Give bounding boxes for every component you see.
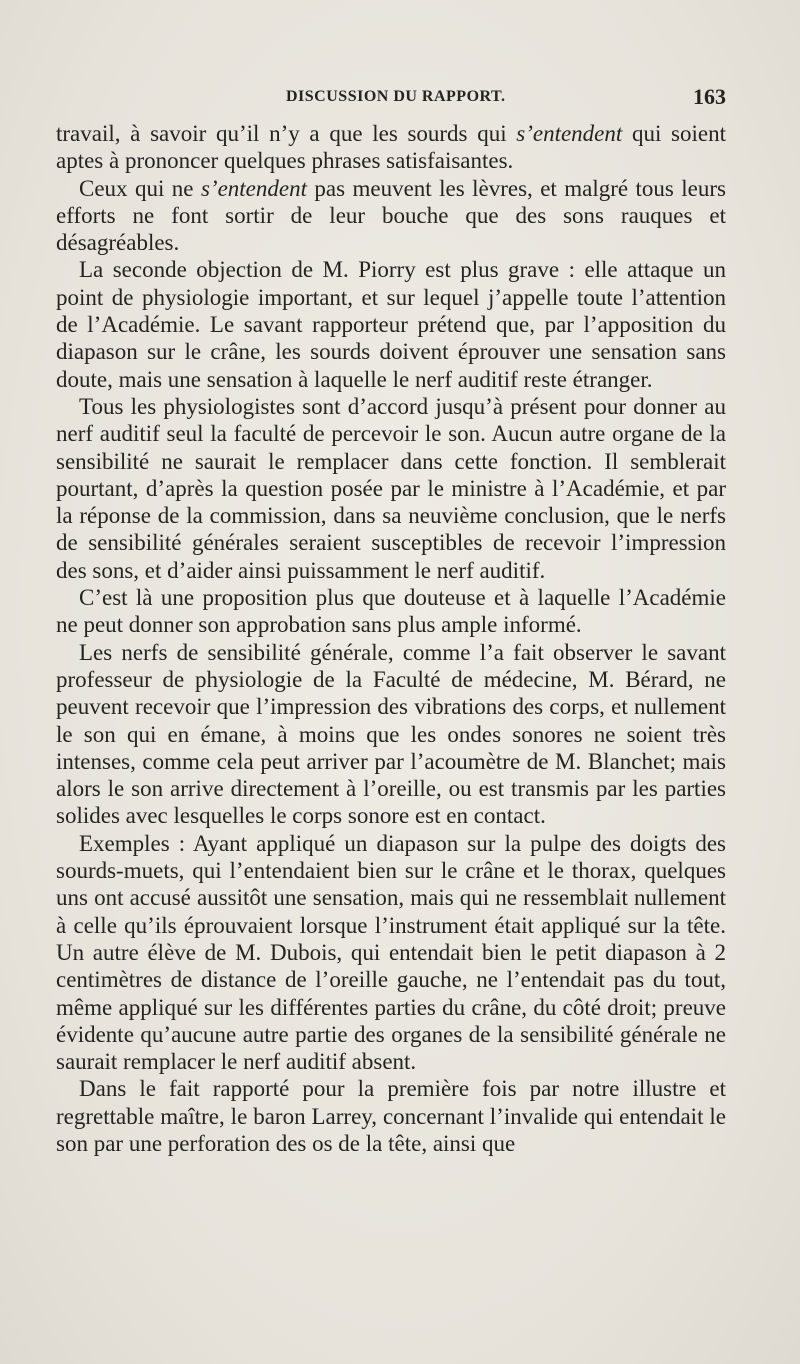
text-segment: Tous les physiologistes sont d’accord jusqu’à présent pour donner au nerf auditif seul la faculté de percevoir le son. Aucun autre organe de la sensibilité ne saurait le remplacer dans cette fonction. Il semblerait pourtant, d’après la question posée par le ministre à l’Académie, et par la réponse de la commission, dans sa neuvième conclusion, que le nerfs de sensibilité générales seraient susceptibles de recevoir l’impression des sons, et d’aider ainsi puissamment le nerf auditif. <box>56 393 726 583</box>
italic-text: s’entendent <box>516 121 623 146</box>
text-segment: Les nerfs de sensibilité générale, comme l’a fait observer le savant professeur de physiologie de la Faculté de médecine, M. Bérard, ne peuvent recevoir que l’impression des vibrations des corps, et nullement le son qui en émane, à moins que les ondes sonores ne soient très intenses, comme cela peut arriver par l’acoumètre de M. Blanchet; mais alors le son arrive directement à l’oreille, ou est transmis par les parties solides avec lesquelles le corps sonore est en contact. <box>56 639 726 829</box>
paragraph-p5 <box>56 584 726 639</box>
text-segment: C’est là une proposition plus que douteuse et à laquelle l’Académie ne peut donner son approbation sans plus ample informé. <box>56 585 726 638</box>
paragraph-p8 <box>56 1075 726 1157</box>
page-header <box>56 84 726 114</box>
paragraph-p2 <box>56 175 726 257</box>
text-segment: pas meuvent les lèvres, et malgré tous leurs efforts ne font sortir de leur bouche que des sons rauques et désagréables. <box>56 175 727 256</box>
paragraph-p4 <box>56 393 726 584</box>
text-segment: qui soient aptes à prononcer quelques phrases satisfaisantes. <box>56 121 726 174</box>
page-number: 163 <box>693 84 726 109</box>
paragraph-p6 <box>56 639 726 830</box>
body-text <box>56 120 726 1157</box>
paragraph-p7 <box>56 830 726 1076</box>
paragraph-p1 <box>56 120 726 175</box>
text-segment: travail, à savoir qu’il n’y a que les sourds qui <box>56 121 517 146</box>
italic-text: s’entendent <box>200 175 307 201</box>
paragraph-p3 <box>56 256 726 392</box>
text-segment: Exemples : Ayant appliqué un diapason sur la pulpe des doigts des sourds-muets, qui l’entendaient bien sur le crâne et le thorax, quelques uns ont accusé aussitôt une sensation, mais qui ne ressemblait nullement à celle qu’ils éprouvaient lorsque l’instrument était appliqué sur la tête. Un autre élève de M. Dubois, qui entendait bien le petit diapason à 2 centimètres de distance de l’oreille gauche, ne l’entendait pas du tout, même appliqué sur les différentes parties du crâne, du côté droit; preuve évidente qu’aucune autre partie des organes de la sensibilité générale ne saurait remplacer le nerf auditif absent. <box>56 830 726 1075</box>
text-segment: La seconde objection de M. Piorry est plus grave : elle attaque un point de physiologie important, et sur lequel j’appelle toute l’attention de l’Académie. Le savant rapporteur prétend que, par l’apposition du diapason sur le crâne, les sourds doivent éprouver une sensation sans doute, mais une sensation à laquelle le nerf auditif reste étranger. <box>56 257 726 392</box>
text-segment: Dans le fait rapporté pour la première fois par notre illustre et regrettable maître, le baron Larrey, concernant l’invalide qui entendait le son par une perforation des os de la tête, ainsi que <box>56 1076 726 1156</box>
text-segment: Ceux qui ne <box>79 175 201 201</box>
running-head: DISCUSSION DU RAPPORT. <box>286 88 506 105</box>
